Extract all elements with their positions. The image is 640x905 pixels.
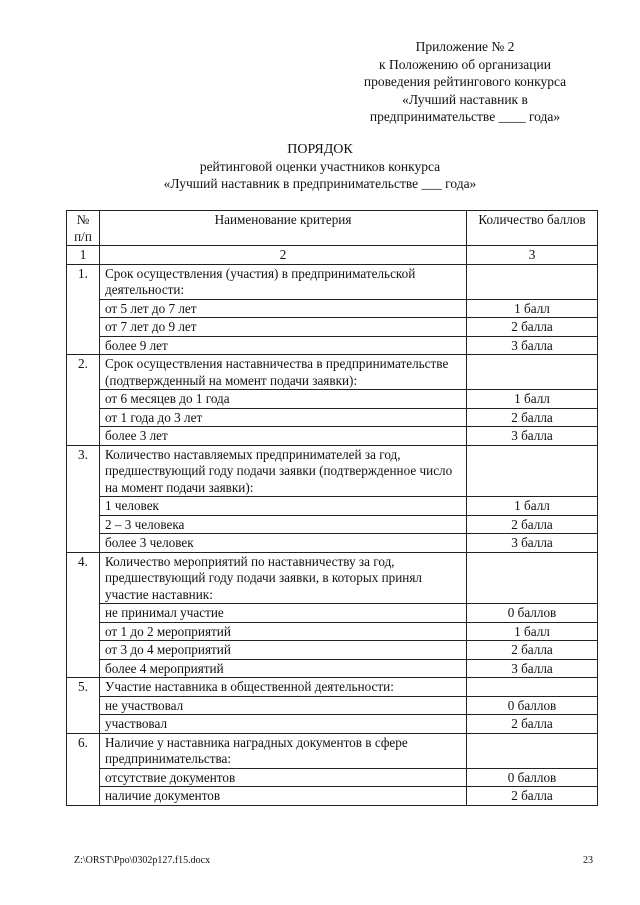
appendix-line: «Лучший наставник в [402, 91, 528, 107]
option-score: 3 балла [467, 534, 598, 553]
option-row [67, 427, 598, 446]
option-score: 0 баллов [467, 768, 598, 787]
document-subtitle: «Лучший наставник в предпринимательстве ___ года» [163, 176, 477, 191]
option-label: более 3 человек [100, 534, 467, 553]
appendix-line: Приложение № 2 [415, 39, 515, 54]
criterion-score-blank [467, 552, 598, 604]
option-score: 2 балла [467, 515, 598, 534]
option-score: 1 балл [467, 299, 598, 318]
criterion-score-blank [467, 355, 598, 390]
option-row [67, 622, 598, 641]
criterion-name: Срок осуществления наставничества в предпринимательстве (подтвержденный на момент подачи заявки): [100, 355, 467, 390]
option-score: 3 балла [467, 336, 598, 355]
table-header-row [67, 211, 598, 246]
option-label: более 9 лет [100, 336, 467, 355]
option-row [67, 534, 598, 553]
option-label: от 7 лет до 9 лет [100, 318, 467, 337]
option-score: 2 балла [467, 408, 598, 427]
appendix-line: предпринимательстве ____ года» [369, 109, 561, 124]
document-subtitle: рейтинговой оценки участников конкурса [199, 159, 441, 174]
option-score: 0 баллов [467, 696, 598, 715]
criterion-row [67, 552, 598, 604]
option-row [67, 659, 598, 678]
footer-page-number: 23 [583, 855, 593, 866]
option-score: 0 баллов [467, 604, 598, 623]
option-label: более 3 лет [100, 427, 467, 446]
option-score: 3 балла [467, 659, 598, 678]
column-number-row [67, 246, 598, 265]
option-score: 1 балл [467, 390, 598, 409]
criterion-number: 6. [67, 733, 100, 805]
header-score: Количество баллов [467, 211, 598, 246]
criteria-body [67, 264, 598, 805]
appendix-line: к Положению об организации [379, 56, 551, 72]
criterion-name: Наличие у наставника наградных документов в сфере предпринимательства: [100, 733, 467, 768]
header-number: № п/п [67, 211, 100, 246]
option-label: от 6 месяцев до 1 года [100, 390, 467, 409]
option-label: 2 – 3 человека [100, 515, 467, 534]
criterion-row [67, 264, 598, 299]
option-row [67, 515, 598, 534]
option-row [67, 696, 598, 715]
header-criterion-name: Наименование критерия [100, 211, 467, 246]
option-row [67, 497, 598, 516]
option-label: не принимал участие [100, 604, 467, 623]
option-label: от 1 до 2 мероприятий [100, 622, 467, 641]
criterion-number: 1. [67, 264, 100, 355]
criteria-table [66, 210, 598, 806]
option-row [67, 336, 598, 355]
criterion-name: Участие наставника в общественной деятельности: [100, 678, 467, 697]
criterion-score-blank [467, 678, 598, 697]
option-score: 3 балла [467, 427, 598, 446]
column-number: 3 [467, 246, 598, 265]
option-row [67, 715, 598, 734]
option-label: не участвовал [100, 696, 467, 715]
criterion-score-blank [467, 445, 598, 497]
option-label: от 5 лет до 7 лет [100, 299, 467, 318]
criterion-score-blank [467, 733, 598, 768]
criterion-name: Срок осуществления (участия) в предпринимательской деятельности: [100, 264, 467, 299]
criterion-number: 3. [67, 445, 100, 552]
option-score: 2 балла [467, 641, 598, 660]
footer-file-path: Z:\ORST\Ppo\0302p127.f15.docx [74, 855, 211, 866]
option-score: 2 балла [467, 318, 598, 337]
criterion-number: 2. [67, 355, 100, 446]
criterion-row [67, 445, 598, 497]
option-score: 2 балла [467, 715, 598, 734]
option-row [67, 604, 598, 623]
option-row [67, 390, 598, 409]
option-row [67, 408, 598, 427]
column-number: 2 [100, 246, 467, 265]
option-score: 1 балл [467, 622, 598, 641]
option-row [67, 768, 598, 787]
option-label: участвовал [100, 715, 467, 734]
criterion-score-blank [467, 264, 598, 299]
appendix-heading [335, 38, 595, 126]
criterion-number: 5. [67, 678, 100, 734]
option-score: 1 балл [467, 497, 598, 516]
criterion-row [67, 733, 598, 768]
option-label: от 1 года до 3 лет [100, 408, 467, 427]
criterion-row [67, 355, 598, 390]
option-label: от 3 до 4 мероприятий [100, 641, 467, 660]
criterion-name: Количество мероприятий по наставничеству за год, предшествующий году подачи заявки, в которых принял участие наставник: [100, 552, 467, 604]
option-score: 2 балла [467, 787, 598, 806]
option-row [67, 641, 598, 660]
document-title-block [0, 141, 640, 192]
option-row [67, 299, 598, 318]
document-title: ПОРЯДОК [287, 142, 353, 157]
appendix-line: проведения рейтингового конкурса [363, 74, 567, 89]
option-label: наличие документов [100, 787, 467, 806]
option-label: 1 человек [100, 497, 467, 516]
criterion-row [67, 678, 598, 697]
criterion-number: 4. [67, 552, 100, 678]
option-row [67, 787, 598, 806]
option-label: более 4 мероприятий [100, 659, 467, 678]
option-label: отсутствие документов [100, 768, 467, 787]
option-row [67, 318, 598, 337]
criterion-name: Количество наставляемых предпринимателей за год, предшествующий году подачи заявки (подтвержденное число на момент подачи заявки): [100, 445, 467, 497]
column-number: 1 [67, 246, 100, 265]
